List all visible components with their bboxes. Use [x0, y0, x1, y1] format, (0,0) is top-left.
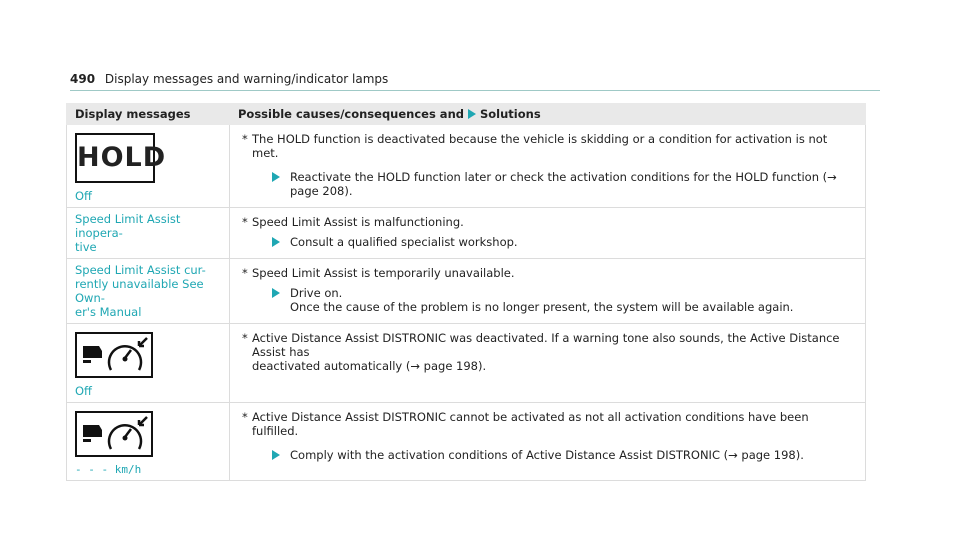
cause-cell	[230, 324, 866, 403]
message-cell	[67, 403, 230, 481]
message-cell	[67, 208, 230, 259]
page-number: 490	[70, 72, 96, 86]
cause-cell	[230, 259, 866, 324]
distance-assist-icon	[75, 411, 153, 457]
message-cell	[67, 259, 230, 324]
table-row	[67, 208, 866, 259]
page-title: Display messages and warning/indicator lamps	[104, 72, 389, 86]
solution-step: Consult a qualified specialist workshop.	[238, 235, 857, 249]
distance-assist-icon	[75, 332, 153, 378]
cause-item: * Active Distance Assist DISTRONIC cannot be activated as not all activation conditions have been fulfilled.	[242, 410, 809, 438]
page-header	[70, 72, 880, 91]
message-text: tive	[75, 240, 97, 254]
messages-table	[66, 103, 866, 481]
cause-cell	[230, 403, 866, 481]
table-row	[67, 259, 866, 324]
table-row	[67, 324, 866, 403]
arrow-icon	[272, 450, 280, 460]
column-header-display-messages: Display messages	[67, 104, 230, 125]
message-text: rently unavailable See Own-	[75, 277, 204, 305]
table-row	[67, 125, 866, 208]
cause-item: * The HOLD function is deactivated because the vehicle is skidding or a condition for activation is not met.	[242, 132, 828, 160]
message-cell	[67, 324, 230, 403]
solution-step: Comply with the activation conditions of Active Distance Assist DISTRONIC (→ page 198).	[238, 448, 857, 462]
message-text: er's Manual	[75, 305, 142, 319]
status-text: - - - km/h	[75, 463, 142, 476]
message-text: Speed Limit Assist cur-	[75, 263, 206, 277]
arrow-icon	[272, 172, 280, 182]
solution-step: Reactivate the HOLD function later or check the activation conditions for the HOLD function (→ page 208).	[238, 170, 857, 198]
solution-step: Drive on. Once the cause of the problem is no longer present, the system will be available again.	[238, 286, 857, 314]
cause-cell	[230, 208, 866, 259]
cause-item: * Speed Limit Assist is temporarily unavailable.	[242, 266, 515, 280]
status-text: Off	[75, 384, 92, 398]
column-header-causes: Possible causes/consequences and Solutions	[230, 104, 866, 125]
arrow-icon	[468, 109, 476, 119]
hold-icon: HOLD	[75, 133, 155, 183]
status-text: Off	[75, 189, 92, 203]
cause-item: * Speed Limit Assist is malfunctioning.	[242, 215, 464, 229]
table-header-row	[67, 104, 866, 125]
arrow-icon	[272, 288, 280, 298]
message-cell	[67, 125, 230, 208]
table-row	[67, 403, 866, 481]
cause-cell	[230, 125, 866, 208]
cause-item: * Active Distance Assist DISTRONIC was deactivated. If a warning tone also sounds, the Active Distance Assist has deactivated automatically (→ page 198).	[242, 331, 840, 373]
message-text: Speed Limit Assist inopera-	[75, 212, 181, 240]
arrow-icon	[272, 237, 280, 247]
